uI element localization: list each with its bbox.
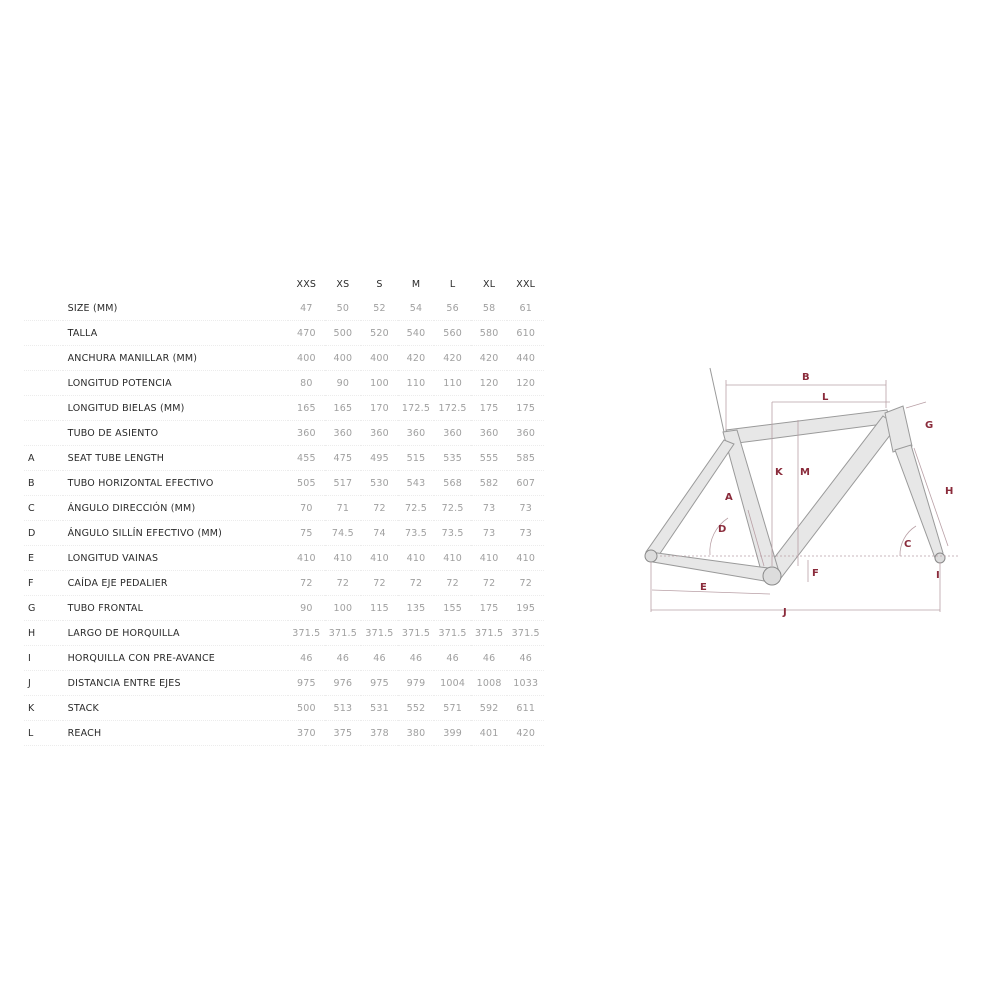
row-label: HORQUILLA CON PRE-AVANCE xyxy=(63,646,288,671)
header-spacer xyxy=(24,272,63,296)
row-value: 371.5 xyxy=(434,621,471,646)
row-value: 371.5 xyxy=(288,621,325,646)
geometry-table-header xyxy=(24,272,544,296)
row-value: 73.5 xyxy=(434,521,471,546)
dim-label-l: L xyxy=(822,392,829,403)
row-value: 607 xyxy=(507,471,544,496)
row-value: 400 xyxy=(325,346,362,371)
row-value: 170 xyxy=(361,396,398,421)
row-value: 380 xyxy=(398,721,435,746)
row-value: 175 xyxy=(471,396,508,421)
geometry-table xyxy=(24,272,544,746)
row-value: 73.5 xyxy=(398,521,435,546)
row-value: 410 xyxy=(507,546,544,571)
row-value: 50 xyxy=(325,296,362,321)
row-letter: H xyxy=(24,621,63,646)
row-value: 175 xyxy=(471,596,508,621)
row-letter: E xyxy=(24,546,63,571)
row-letter: A xyxy=(24,446,63,471)
geometry-table-body xyxy=(24,296,544,746)
row-value: 165 xyxy=(288,396,325,421)
row-value: 410 xyxy=(288,546,325,571)
row-value: 47 xyxy=(288,296,325,321)
front-axle xyxy=(935,553,945,563)
row-label: ANCHURA MANILLAR (MM) xyxy=(63,346,288,371)
row-value: 552 xyxy=(398,696,435,721)
table-row xyxy=(24,621,544,646)
row-value: 975 xyxy=(288,671,325,696)
row-value: 360 xyxy=(507,421,544,446)
chain-stay xyxy=(650,552,770,582)
size-header-xxl: XXL xyxy=(516,278,536,290)
row-value: 58 xyxy=(471,296,508,321)
row-value: 172.5 xyxy=(434,396,471,421)
row-value: 420 xyxy=(398,346,435,371)
row-value: 495 xyxy=(361,446,398,471)
seat-post xyxy=(710,368,724,432)
row-letter: C xyxy=(24,496,63,521)
row-value: 420 xyxy=(434,346,471,371)
row-value: 72 xyxy=(288,571,325,596)
row-value: 360 xyxy=(434,421,471,446)
table-row xyxy=(24,521,544,546)
row-label: LONGITUD BIELAS (MM) xyxy=(63,396,288,421)
row-value: 46 xyxy=(398,646,435,671)
row-value: 420 xyxy=(471,346,508,371)
row-value: 135 xyxy=(398,596,435,621)
row-value: 610 xyxy=(507,321,544,346)
row-value: 46 xyxy=(434,646,471,671)
row-value: 475 xyxy=(325,446,362,471)
row-value: 611 xyxy=(507,696,544,721)
head-tube xyxy=(885,406,912,452)
table-row xyxy=(24,671,544,696)
row-value: 73 xyxy=(471,496,508,521)
row-value: 100 xyxy=(361,371,398,396)
row-value: 540 xyxy=(398,321,435,346)
table-row xyxy=(24,446,544,471)
row-value: 531 xyxy=(361,696,398,721)
row-label: LONGITUD POTENCIA xyxy=(63,371,288,396)
bottom-bracket xyxy=(763,567,781,585)
row-label: DISTANCIA ENTRE EJES xyxy=(63,671,288,696)
header-spacer xyxy=(63,272,288,296)
row-letter: I xyxy=(24,646,63,671)
row-value: 155 xyxy=(434,596,471,621)
dim-label-k: K xyxy=(775,467,783,478)
dim-label-c: C xyxy=(904,539,912,550)
row-value: 46 xyxy=(325,646,362,671)
table-row xyxy=(24,396,544,421)
row-value: 175 xyxy=(507,396,544,421)
row-value: 360 xyxy=(325,421,362,446)
table-row xyxy=(24,346,544,371)
row-value: 172.5 xyxy=(398,396,435,421)
table-row xyxy=(24,596,544,621)
row-value: 70 xyxy=(288,496,325,521)
dim-label-i: I xyxy=(936,570,940,581)
row-value: 72 xyxy=(434,571,471,596)
row-label: TUBO HORIZONTAL EFECTIVO xyxy=(63,471,288,496)
row-value: 535 xyxy=(434,446,471,471)
row-value: 72 xyxy=(507,571,544,596)
row-value: 585 xyxy=(507,446,544,471)
row-value: 73 xyxy=(507,521,544,546)
row-value: 72 xyxy=(361,571,398,596)
row-value: 74.5 xyxy=(325,521,362,546)
row-value: 120 xyxy=(471,371,508,396)
row-value: 515 xyxy=(398,446,435,471)
row-value: 110 xyxy=(434,371,471,396)
row-value: 1033 xyxy=(507,671,544,696)
row-letter: D xyxy=(24,521,63,546)
row-value: 360 xyxy=(288,421,325,446)
row-value: 72 xyxy=(471,571,508,596)
row-letter xyxy=(24,296,63,321)
row-value: 568 xyxy=(434,471,471,496)
row-value: 72 xyxy=(398,571,435,596)
row-value: 410 xyxy=(361,546,398,571)
size-header-m: M xyxy=(411,278,421,290)
row-label: CAÍDA EJE PEDALIER xyxy=(63,571,288,596)
table-row xyxy=(24,496,544,521)
row-value: 530 xyxy=(361,471,398,496)
row-value: 976 xyxy=(325,671,362,696)
row-value: 979 xyxy=(398,671,435,696)
row-letter xyxy=(24,396,63,421)
row-letter xyxy=(24,371,63,396)
dim-e-line xyxy=(652,590,770,594)
row-label: TALLA xyxy=(63,321,288,346)
row-value: 100 xyxy=(325,596,362,621)
row-value: 46 xyxy=(288,646,325,671)
row-value: 115 xyxy=(361,596,398,621)
dim-label-h: H xyxy=(945,486,954,497)
row-value: 500 xyxy=(288,696,325,721)
row-value: 440 xyxy=(507,346,544,371)
row-label: TUBO FRONTAL xyxy=(63,596,288,621)
row-value: 120 xyxy=(507,371,544,396)
row-letter: B xyxy=(24,471,63,496)
row-value: 420 xyxy=(507,721,544,746)
row-value: 61 xyxy=(507,296,544,321)
size-header-xs: XS xyxy=(336,278,350,290)
rear-axle xyxy=(645,550,657,562)
row-label: SEAT TUBE LENGTH xyxy=(63,446,288,471)
row-value: 571 xyxy=(434,696,471,721)
row-value: 400 xyxy=(288,346,325,371)
row-value: 74 xyxy=(361,521,398,546)
row-label: ÁNGULO DIRECCIÓN (MM) xyxy=(63,496,288,521)
row-value: 513 xyxy=(325,696,362,721)
row-value: 371.5 xyxy=(361,621,398,646)
size-header-row xyxy=(24,272,544,296)
row-value: 517 xyxy=(325,471,362,496)
dim-label-d: D xyxy=(718,524,727,535)
dim-label-e: E xyxy=(700,582,707,593)
row-label: REACH xyxy=(63,721,288,746)
row-label: ÁNGULO SILLÍN EFECTIVO (MM) xyxy=(63,521,288,546)
down-tube xyxy=(765,416,897,578)
size-header-xxs: XXS xyxy=(296,278,317,290)
row-value: 543 xyxy=(398,471,435,496)
row-value: 90 xyxy=(288,596,325,621)
dim-label-f: F xyxy=(812,568,819,579)
row-value: 560 xyxy=(434,321,471,346)
row-value: 401 xyxy=(471,721,508,746)
row-value: 371.5 xyxy=(398,621,435,646)
table-row xyxy=(24,371,544,396)
row-value: 400 xyxy=(361,346,398,371)
row-value: 165 xyxy=(325,396,362,421)
row-value: 592 xyxy=(471,696,508,721)
dim-label-m: M xyxy=(800,467,810,478)
row-value: 72.5 xyxy=(434,496,471,521)
row-value: 371.5 xyxy=(471,621,508,646)
row-value: 410 xyxy=(434,546,471,571)
row-value: 378 xyxy=(361,721,398,746)
row-value: 1008 xyxy=(471,671,508,696)
row-value: 371.5 xyxy=(325,621,362,646)
row-value: 410 xyxy=(471,546,508,571)
table-row xyxy=(24,646,544,671)
bike-frame-diagram xyxy=(560,290,980,630)
row-value: 80 xyxy=(288,371,325,396)
size-header-s: S xyxy=(376,278,383,290)
row-label: STACK xyxy=(63,696,288,721)
row-label: LARGO DE HORQUILLA xyxy=(63,621,288,646)
row-value: 375 xyxy=(325,721,362,746)
row-value: 470 xyxy=(288,321,325,346)
row-value: 72 xyxy=(361,496,398,521)
table-row xyxy=(24,321,544,346)
row-value: 195 xyxy=(507,596,544,621)
row-label: SIZE (MM) xyxy=(63,296,288,321)
table-row xyxy=(24,721,544,746)
row-value: 360 xyxy=(398,421,435,446)
table-row xyxy=(24,421,544,446)
row-value: 455 xyxy=(288,446,325,471)
row-label: LONGITUD VAINAS xyxy=(63,546,288,571)
row-value: 555 xyxy=(471,446,508,471)
row-letter: J xyxy=(24,671,63,696)
table-row xyxy=(24,571,544,596)
row-letter xyxy=(24,321,63,346)
dim-label-g: G xyxy=(925,420,934,431)
dim-label-j: J xyxy=(783,607,787,618)
row-letter: L xyxy=(24,721,63,746)
table-row xyxy=(24,471,544,496)
row-value: 582 xyxy=(471,471,508,496)
row-value: 505 xyxy=(288,471,325,496)
row-value: 500 xyxy=(325,321,362,346)
seat-stay xyxy=(646,440,734,558)
row-value: 370 xyxy=(288,721,325,746)
row-value: 110 xyxy=(398,371,435,396)
row-value: 410 xyxy=(325,546,362,571)
row-value: 46 xyxy=(507,646,544,671)
table-row xyxy=(24,546,544,571)
table-row xyxy=(24,296,544,321)
row-value: 72 xyxy=(325,571,362,596)
dim-label-a: A xyxy=(725,492,733,503)
dim-label-b: B xyxy=(802,372,810,383)
row-letter: F xyxy=(24,571,63,596)
row-label: TUBO DE ASIENTO xyxy=(63,421,288,446)
size-header-xl: XL xyxy=(483,278,496,290)
row-value: 46 xyxy=(471,646,508,671)
size-header-l: L xyxy=(449,278,456,290)
dim-g-line xyxy=(906,402,926,408)
row-value: 54 xyxy=(398,296,435,321)
row-value: 90 xyxy=(325,371,362,396)
row-value: 360 xyxy=(361,421,398,446)
row-letter: K xyxy=(24,696,63,721)
row-value: 46 xyxy=(361,646,398,671)
row-value: 56 xyxy=(434,296,471,321)
row-letter xyxy=(24,421,63,446)
row-value: 72.5 xyxy=(398,496,435,521)
row-value: 71 xyxy=(325,496,362,521)
row-value: 580 xyxy=(471,321,508,346)
row-value: 1004 xyxy=(434,671,471,696)
row-value: 520 xyxy=(361,321,398,346)
row-value: 410 xyxy=(398,546,435,571)
row-letter xyxy=(24,346,63,371)
table-row xyxy=(24,696,544,721)
seat-tube xyxy=(723,430,779,578)
row-value: 360 xyxy=(471,421,508,446)
row-value: 52 xyxy=(361,296,398,321)
row-letter: G xyxy=(24,596,63,621)
row-value: 975 xyxy=(361,671,398,696)
row-value: 399 xyxy=(434,721,471,746)
frame-tubes xyxy=(646,406,943,582)
row-value: 371.5 xyxy=(507,621,544,646)
row-value: 73 xyxy=(471,521,508,546)
row-value: 75 xyxy=(288,521,325,546)
row-value: 73 xyxy=(507,496,544,521)
